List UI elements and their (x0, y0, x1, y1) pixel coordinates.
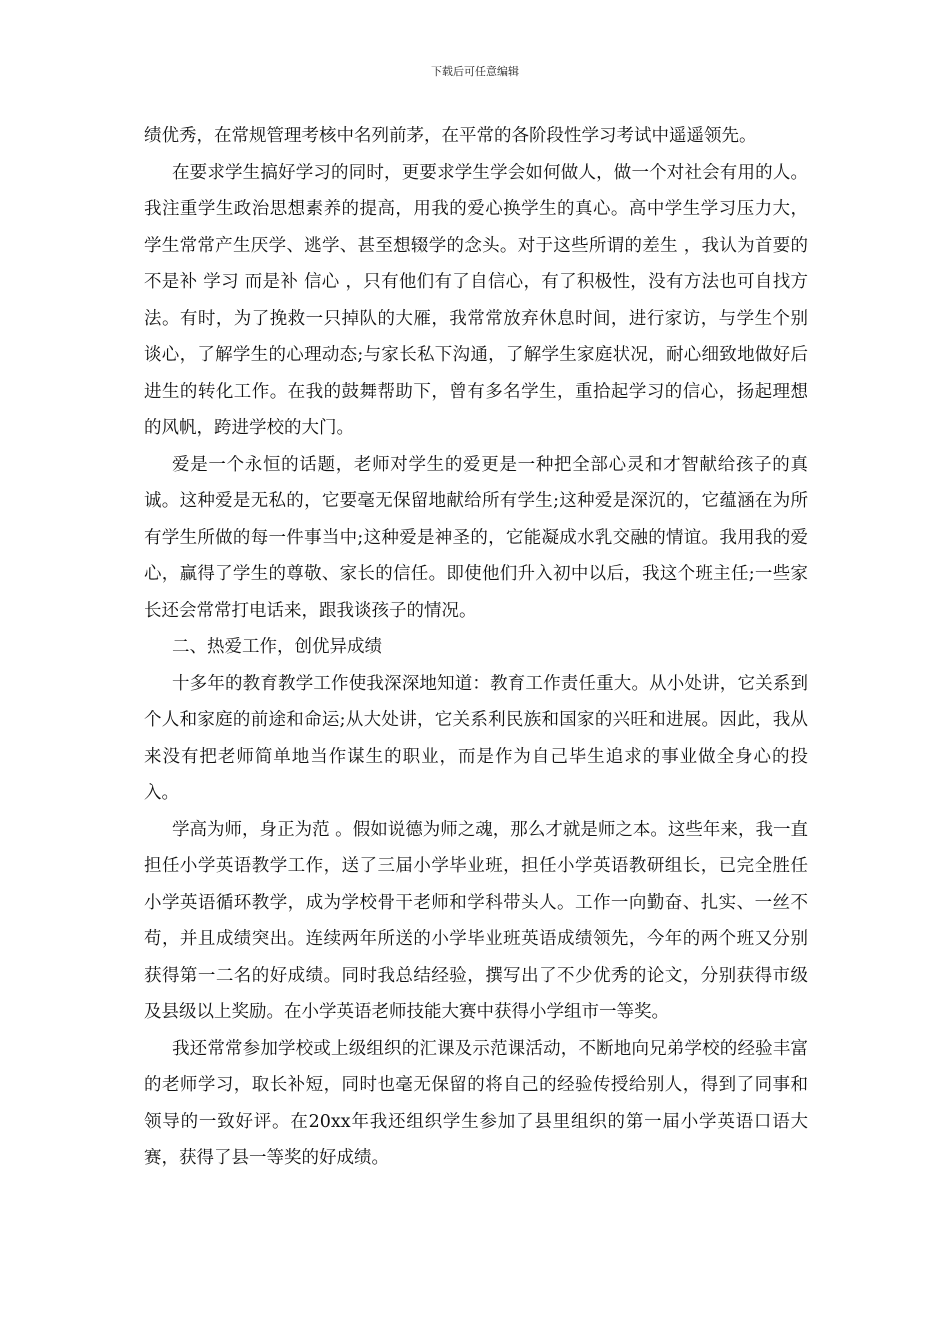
page-header: 下载后可任意编辑 (431, 65, 519, 78)
paragraph: 爱是一个永恒的话题，老师对学生的爱更是一种把全部心灵和才智献给孩子的真诚。这种爱是无私的，它要毫无保留地献给所有学生;这种爱是深沉的，它蕴涵在为所有学生所做的每一件事当中;这种爱是神圣的，它能凝成水乳交融的情谊。我用我的爱心，赢得了学生的尊敬、家长的信任。即使他们升入初中以后，我这个班主任;一些家长还会常常打电话来，跟我谈孩子的情况。 (144, 454, 808, 621)
paragraph: 学高为师，身正为范 。假如说德为师之魂，那么才就是师之本。这些年来，我一直担任小学英语教学工作，送了三届小学毕业班，担任小学英语教研组长，已完全胜任小学英语循环教学，成为学校骨干老师和学科带头人。工作一向勤奋、扎实、一丝不苟，并且成绩突出。连续两年所送的小学毕业班英语成绩领先，今年的两个班又分别获得第一二名的好成绩。同时我总结经验，撰写出了不少优秀的论文，分别获得市级及县级以上奖励。在小学英语老师技能大赛中获得小学组市一等奖。 (144, 819, 808, 1022)
paragraph: 我还常常参加学校或上级组织的汇课及示范课活动，不断地向兄弟学校的经验丰富的老师学习，取长补短，同时也毫无保留的将自己的经验传授给别人，得到了同事和领导的一致好评。在20xx年我还组织学生参加了县里组织的第一届小学英语口语大赛，获得了县一等奖的好成绩。 (144, 1038, 808, 1168)
paragraph: 十多年的教育教学工作使我深深地知道：教育工作责任重大。从小处讲，它关系到个人和家庭的前途和命运;从大处讲，它关系利民族和国家的兴旺和进展。因此，我从来没有把老师简单地当作谋生的职业，而是作为自己毕生追求的事业做全身心的投入。 (144, 673, 808, 803)
paragraph: 在要求学生搞好学习的同时，更要求学生学会如何做人，做一个对社会有用的人。我注重学生政治思想素养的提高，用我的爱心换学生的真心。高中学生学习压力大，学生常常产生厌学、逃学、甚至想辍学的念头。对于这些所谓的差生 ，我认为首要的不是补 学习 而是补 信心 ，只有他们有了自信心，有了积极性，没有方法也可自找方法。有时，为了挽救一只掉队的大雁，我常常放弃休息时间，进行家访，与学生个别谈心，了解学生的心理动态;与家长私下沟通，了解学生家庭状况，耐心细致地做好后进生的转化工作。在我的鼓舞帮助下，曾有多名学生，重拾起学习的信心，扬起理想的风帆，跨进学校的大门。 (144, 162, 808, 438)
section-heading: 二、热爱工作，创优异成绩 (172, 637, 382, 657)
paragraph: 绩优秀，在常规管理考核中名列前茅，在平常的各阶段性学习考试中遥遥领先。 (144, 126, 757, 146)
document-body (144, 118, 808, 1177)
